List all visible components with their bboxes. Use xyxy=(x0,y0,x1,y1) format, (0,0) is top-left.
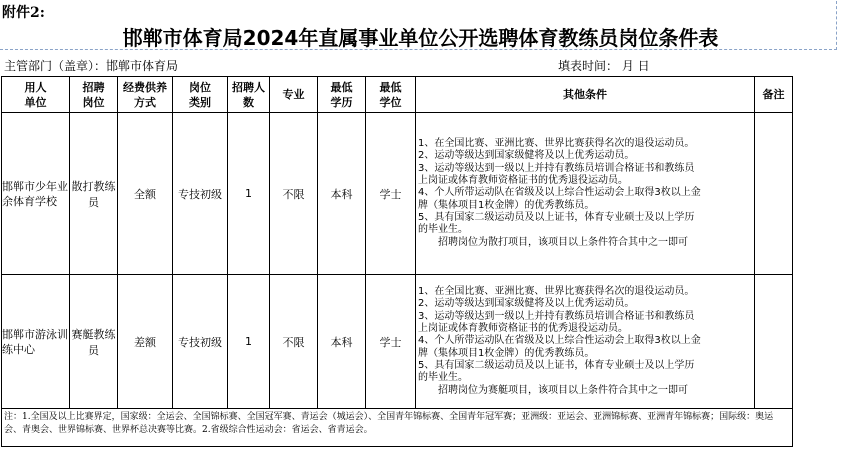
attachment-label: 附件2: xyxy=(2,5,45,21)
header-degree: 最低 学位 xyxy=(366,77,416,113)
table-row xyxy=(2,275,793,409)
header-position: 招聘 岗位 xyxy=(70,77,118,113)
row-major: 不限 xyxy=(270,113,318,275)
positions-table xyxy=(1,76,793,447)
row-category: 专技初级 xyxy=(173,113,228,275)
row-degree: 学士 xyxy=(366,275,416,409)
row-education: 本科 xyxy=(318,275,366,409)
page-title: 邯郸市体育局2024年直属事业单位公开选聘体育教练员岗位条件表 xyxy=(122,26,719,50)
header-row xyxy=(2,77,793,113)
condition-line: 3、运动等级达到一级以上并持有教练员培训合格证书和教练员 xyxy=(418,310,695,322)
condition-line: 4、个人所带运动队在省级及以上综合性运动会上取得3枚以上金 xyxy=(418,187,701,199)
condition-line: 3、运动等级达到一级以上并持有教练员培训合格证书和教练员 xyxy=(418,162,695,174)
row-funding: 差额 xyxy=(118,275,173,409)
row-category: 专技初级 xyxy=(173,275,228,409)
header-employer: 用人 单位 xyxy=(2,77,70,113)
row-conditions xyxy=(416,275,755,409)
row-remark xyxy=(755,113,793,275)
condition-line: 2、运动等级达到国家级健将及以上优秀运动员。 xyxy=(418,298,635,310)
row-count: 1 xyxy=(228,275,270,409)
row-position: 散打教练员 xyxy=(70,113,118,275)
condition-summary: 招聘岗位为散打项目，该项目以上条件符合其中之一即可 xyxy=(438,236,688,248)
condition-line: 上岗证或体育教师资格证书的优秀退役运动员。 xyxy=(418,175,628,187)
header-remark: 备注 xyxy=(755,77,793,113)
fill-date-label: 填表时间： 月 日 xyxy=(558,59,650,73)
row-employer: 邯郸市少年业余体育学校 xyxy=(2,113,70,275)
row-funding: 全额 xyxy=(118,113,173,275)
department-label: 主管部门（盖章）：邯郸市体育局 xyxy=(4,59,179,73)
header-other-conditions: 其他条件 xyxy=(416,77,755,113)
footnote: 注：1.全国及以上比赛界定，国家级：全运会、全国锦标赛、全国冠军赛、青运会（城运会）、全国青年锦标赛、全国青年冠军赛；亚洲级：亚运会、亚洲锦标赛、亚洲青年锦标赛；国际级：奥运会、青奥会、世界锦标赛、世界杯总决赛等比赛。2.省级综合性运动会：省运会、省青运会。 xyxy=(2,409,793,447)
condition-line: 牌（集体项目1枚金牌）的优秀教练员。 xyxy=(418,199,595,211)
header-funding: 经费供养 方式 xyxy=(118,77,173,113)
condition-line: 上岗证或体育教师资格证书的优秀退役运动员。 xyxy=(418,323,628,335)
condition-line: 5、具有国家二级运动员及以上证书，体育专业硕士及以上学历 xyxy=(418,359,695,371)
condition-line: 的毕业生。 xyxy=(418,372,468,384)
row-count: 1 xyxy=(228,113,270,275)
condition-line: 2、运动等级达到国家级健将及以上优秀运动员。 xyxy=(418,150,635,162)
row-education: 本科 xyxy=(318,113,366,275)
condition-line: 的毕业生。 xyxy=(418,224,468,236)
row-employer: 邯郸市游泳训练中心 xyxy=(2,275,70,409)
table-row xyxy=(2,113,793,275)
header-category: 岗位 类别 xyxy=(173,77,228,113)
row-degree: 学士 xyxy=(366,113,416,275)
condition-line: 4、个人所带运动队在省级及以上综合性运动会上取得3枚以上金 xyxy=(418,335,701,347)
row-major: 不限 xyxy=(270,275,318,409)
header-major: 专业 xyxy=(270,77,318,113)
condition-line: 1、在全国比赛、亚洲比赛、世界比赛获得名次的退役运动员。 xyxy=(418,138,695,150)
row-position: 赛艇教练员 xyxy=(70,275,118,409)
info-row xyxy=(0,55,836,73)
condition-line: 牌（集体项目1枚金牌）的优秀教练员。 xyxy=(418,347,595,359)
row-conditions xyxy=(416,113,755,275)
note-row xyxy=(2,409,793,447)
header-count: 招聘人 数 xyxy=(228,77,270,113)
condition-line: 1、在全国比赛、亚洲比赛、世界比赛获得名次的退役运动员。 xyxy=(418,286,695,298)
header-education: 最低 学历 xyxy=(318,77,366,113)
row-remark xyxy=(755,275,793,409)
condition-summary: 招聘岗位为赛艇项目，该项目以上条件符合其中之一即可 xyxy=(438,384,688,396)
condition-line: 5、具有国家二级运动员及以上证书，体育专业硕士及以上学历 xyxy=(418,211,695,223)
